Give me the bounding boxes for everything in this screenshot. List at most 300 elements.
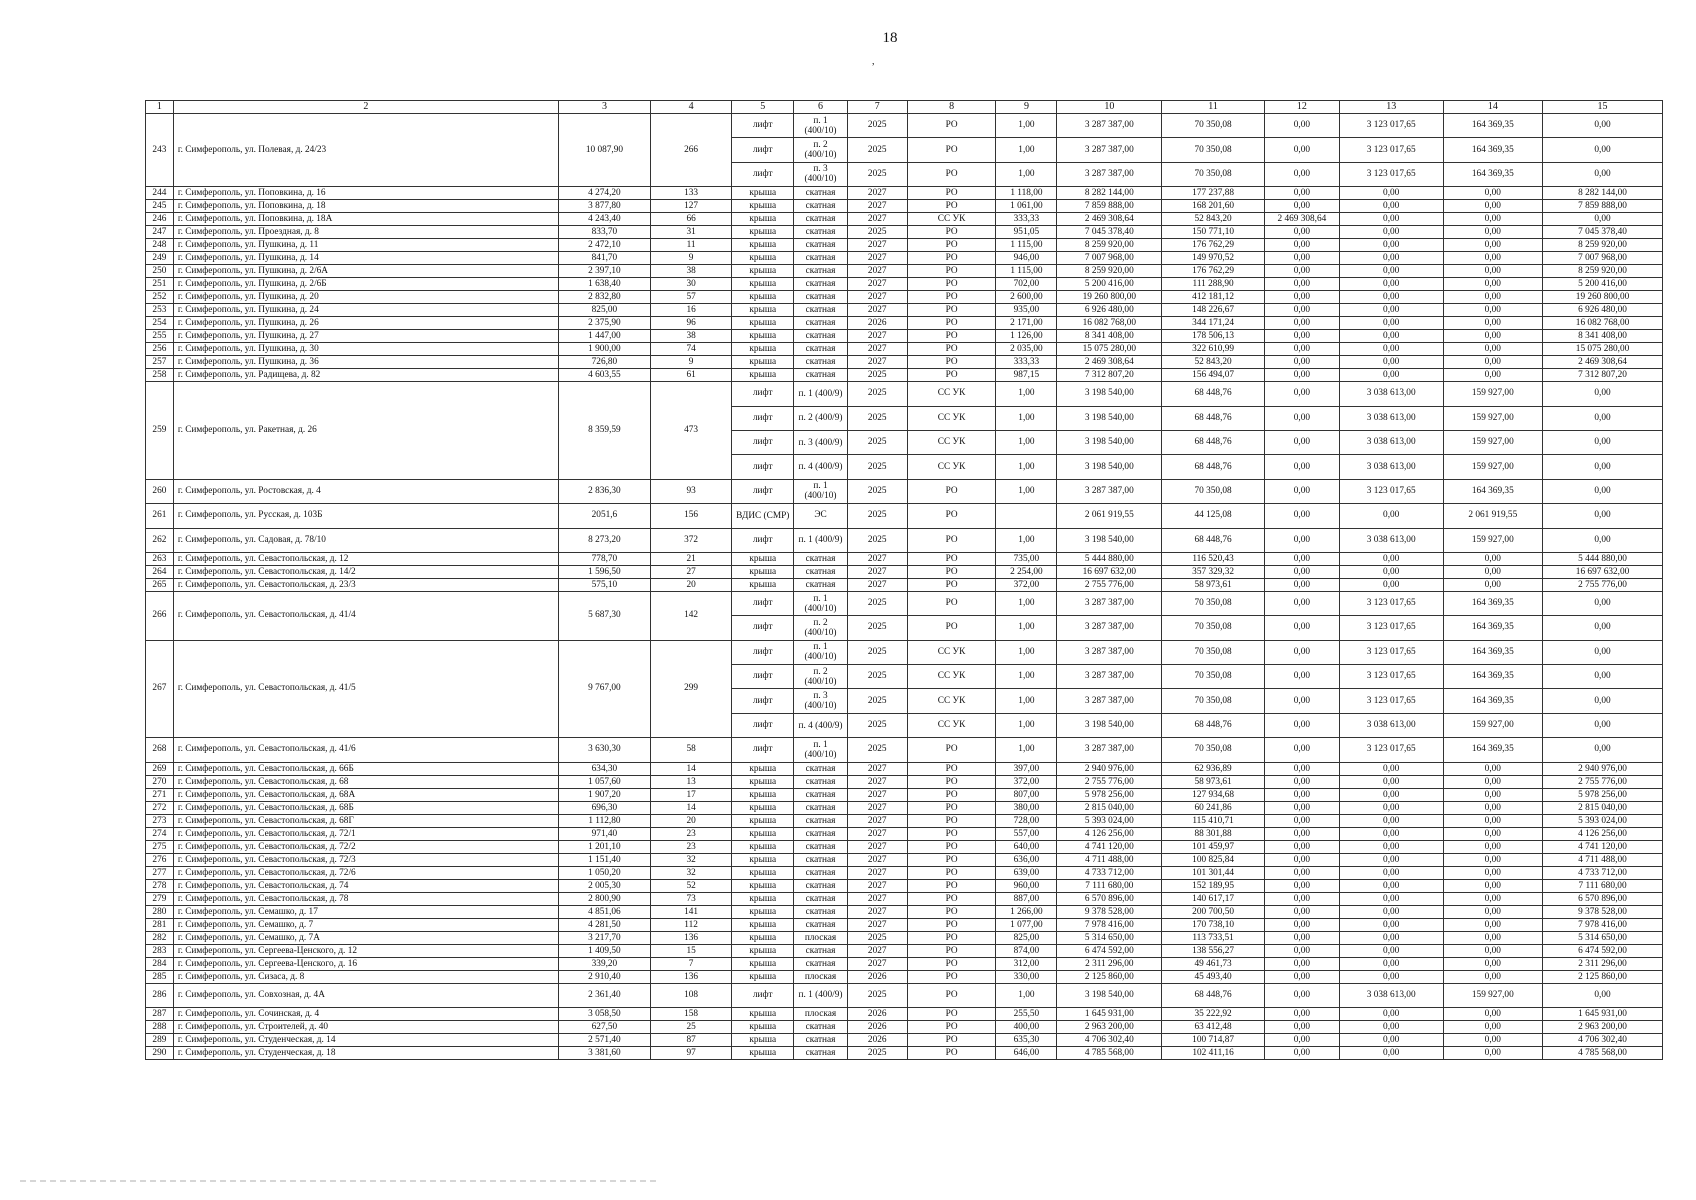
cell-c5: крыша	[732, 213, 794, 226]
cell-c12: 0,00	[1264, 578, 1339, 591]
cell-c10: 4 741 120,00	[1057, 840, 1162, 853]
cell-c8: РО	[907, 944, 996, 957]
cell-c9: 372,00	[996, 775, 1057, 788]
cell-c15: 0,00	[1543, 213, 1663, 226]
table-row	[146, 479, 1663, 503]
cell-c9: 255,50	[996, 1008, 1057, 1021]
cell-c14: 0,00	[1443, 226, 1542, 239]
cell-c10: 8 259 920,00	[1057, 239, 1162, 252]
cell-c14: 0,00	[1443, 578, 1542, 591]
cell-c5	[732, 504, 794, 528]
area-cell: 825,00	[558, 304, 650, 317]
cell-c10: 6 570 896,00	[1057, 892, 1162, 905]
cell-c6	[794, 138, 847, 162]
cell-c10: 5 314 650,00	[1057, 931, 1162, 944]
cell-c14: 0,00	[1443, 879, 1542, 892]
address-cell: г. Симферополь, ул. Севастопольская, д. 72/2	[173, 840, 558, 853]
cell-c14: 0,00	[1443, 304, 1542, 317]
cell-c10: 3 198 540,00	[1057, 455, 1162, 479]
cell-c5: крыша	[732, 866, 794, 879]
cell-c6: ЭС	[794, 504, 847, 528]
cell-c15: 6 570 896,00	[1543, 892, 1663, 905]
cell-c12: 0,00	[1264, 504, 1339, 528]
cell-c6: скатная	[794, 775, 847, 788]
cell-c12: 0,00	[1264, 330, 1339, 343]
cell-c15: 5 314 650,00	[1543, 931, 1663, 944]
cell-c12: 0,00	[1264, 905, 1339, 918]
cell-c14: 0,00	[1443, 200, 1542, 213]
cell-c14: 159 927,00	[1443, 983, 1542, 1007]
residents-cell: 158	[650, 1008, 731, 1021]
address-cell: г. Симферополь, ул. Студенческая, д. 18	[173, 1047, 558, 1060]
cell-c15: 2 469 308,64	[1543, 356, 1663, 369]
cell-c10: 3 198 540,00	[1057, 430, 1162, 454]
cell-c12: 0,00	[1264, 788, 1339, 801]
cell-c11: 68 448,76	[1162, 406, 1265, 430]
cell-c14: 0,00	[1443, 853, 1542, 866]
area-cell: 3 877,80	[558, 200, 650, 213]
cell-text: п. 1 (400/9)	[798, 535, 843, 546]
cell-c10: 3 287 387,00	[1057, 162, 1162, 186]
cell-c6: скатная	[794, 827, 847, 840]
cell-c8: РО	[907, 304, 996, 317]
table-row	[146, 801, 1663, 814]
cell-c14: 0,00	[1443, 252, 1542, 265]
cell-c14: 0,00	[1443, 265, 1542, 278]
cell-c12: 2 469 308,64	[1264, 213, 1339, 226]
cell-c8: РО	[907, 827, 996, 840]
residents-cell: 266	[650, 114, 731, 187]
cell-c7: 2025	[847, 616, 907, 640]
cell-c6	[794, 713, 847, 737]
cell-c9: 2 035,00	[996, 343, 1057, 356]
cell-c13: 0,00	[1339, 1034, 1443, 1047]
cell-c12: 0,00	[1264, 640, 1339, 664]
cell-c5: лифт	[732, 528, 794, 552]
cell-c12: 0,00	[1264, 291, 1339, 304]
cell-c6: скатная	[794, 291, 847, 304]
cell-c12: 0,00	[1264, 162, 1339, 186]
cell-c11: 152 189,95	[1162, 879, 1265, 892]
cell-c10: 5 393 024,00	[1057, 814, 1162, 827]
cell-c15: 1 645 931,00	[1543, 1008, 1663, 1021]
cell-c10: 3 287 387,00	[1057, 479, 1162, 503]
table-row	[146, 330, 1663, 343]
residents-cell: 87	[650, 1034, 731, 1047]
cell-c9: 1,00	[996, 479, 1057, 503]
cell-c7: 2025	[847, 114, 907, 138]
address-cell: г. Симферополь, ул. Севастопольская, д. 41/6	[173, 738, 558, 762]
cell-c13: 3 123 017,65	[1339, 689, 1443, 713]
cell-c13: 0,00	[1339, 200, 1443, 213]
cell-c15: 2 963 200,00	[1543, 1021, 1663, 1034]
cell-c12: 0,00	[1264, 944, 1339, 957]
cell-c7: 2025	[847, 226, 907, 239]
area-cell: 8 273,20	[558, 528, 650, 552]
cell-c12: 0,00	[1264, 406, 1339, 430]
cell-c5: крыша	[732, 239, 794, 252]
cell-c15: 0,00	[1543, 738, 1663, 762]
cell-c7: 2027	[847, 762, 907, 775]
cell-c7: 2026	[847, 317, 907, 330]
cell-c15: 0,00	[1543, 479, 1663, 503]
cell-c11: 101 459,97	[1162, 840, 1265, 853]
cell-c15: 0,00	[1543, 504, 1663, 528]
cell-c12: 0,00	[1264, 565, 1339, 578]
column-header-14: 14	[1443, 101, 1542, 114]
cell-c5: крыша	[732, 931, 794, 944]
address-cell: г. Симферополь, ул. Севастопольская, д. 72/6	[173, 866, 558, 879]
cell-c13: 0,00	[1339, 775, 1443, 788]
cell-c6: скатная	[794, 343, 847, 356]
address-cell: г. Симферополь, ул. Поповкина, д. 18	[173, 200, 558, 213]
address-cell: г. Симферополь, ул. Ростовская, д. 4	[173, 479, 558, 503]
cell-c10: 2 940 976,00	[1057, 762, 1162, 775]
cell-c8: РО	[907, 970, 996, 983]
cell-c12: 0,00	[1264, 866, 1339, 879]
cell-c11: 100 825,84	[1162, 853, 1265, 866]
cell-c9: 825,00	[996, 931, 1057, 944]
cell-c13: 0,00	[1339, 1021, 1443, 1034]
cell-c7: 2027	[847, 265, 907, 278]
row-number: 264	[146, 565, 174, 578]
cell-c15: 0,00	[1543, 689, 1663, 713]
cell-c15: 0,00	[1543, 138, 1663, 162]
row-number: 260	[146, 479, 174, 503]
cell-c12: 0,00	[1264, 317, 1339, 330]
area-cell: 1 596,50	[558, 565, 650, 578]
table-row	[146, 866, 1663, 879]
cell-c13: 0,00	[1339, 369, 1443, 382]
cell-c12: 0,00	[1264, 187, 1339, 200]
cell-c11: 68 448,76	[1162, 382, 1265, 406]
cell-c5: крыша	[732, 775, 794, 788]
table-row	[146, 213, 1663, 226]
cell-c13: 0,00	[1339, 317, 1443, 330]
area-cell: 5 687,30	[558, 591, 650, 640]
cell-c9: 1,00	[996, 983, 1057, 1007]
cell-c7: 2025	[847, 504, 907, 528]
cell-c15: 4 126 256,00	[1543, 827, 1663, 840]
cell-c7: 2025	[847, 162, 907, 186]
cell-c10: 2 469 308,64	[1057, 356, 1162, 369]
cell-c10: 15 075 280,00	[1057, 343, 1162, 356]
column-header-13: 13	[1339, 101, 1443, 114]
cell-c8: РО	[907, 187, 996, 200]
column-number-row	[146, 101, 1663, 114]
cell-c13: 0,00	[1339, 226, 1443, 239]
cell-c5: лифт	[732, 406, 794, 430]
cell-c14: 0,00	[1443, 827, 1542, 840]
cell-c9: 1,00	[996, 713, 1057, 737]
cell-c5: крыша	[732, 291, 794, 304]
column-header-15: 15	[1543, 101, 1663, 114]
row-number: 286	[146, 983, 174, 1007]
cell-c15: 0,00	[1543, 591, 1663, 615]
cell-c14: 0,00	[1443, 356, 1542, 369]
cell-c10: 7 978 416,00	[1057, 918, 1162, 931]
table-row	[146, 957, 1663, 970]
cell-c14: 0,00	[1443, 330, 1542, 343]
cell-c8: СС УК	[907, 713, 996, 737]
table-row	[146, 918, 1663, 931]
cell-c10: 3 198 540,00	[1057, 406, 1162, 430]
cell-c10: 5 978 256,00	[1057, 788, 1162, 801]
cell-c10: 3 287 387,00	[1057, 616, 1162, 640]
cell-c5: крыша	[732, 814, 794, 827]
cell-c12: 0,00	[1264, 239, 1339, 252]
area-cell: 778,70	[558, 552, 650, 565]
cell-c8: РО	[907, 356, 996, 369]
cell-c9: 1,00	[996, 616, 1057, 640]
cell-c5: крыша	[732, 187, 794, 200]
cell-c7: 2025	[847, 640, 907, 664]
cell-c5: крыша	[732, 200, 794, 213]
cell-c13: 0,00	[1339, 552, 1443, 565]
cell-c14: 159 927,00	[1443, 430, 1542, 454]
area-cell: 10 087,90	[558, 114, 650, 187]
cell-c5: лифт	[732, 591, 794, 615]
cell-c6: скатная	[794, 762, 847, 775]
residents-cell: 156	[650, 504, 731, 528]
cell-c12: 0,00	[1264, 983, 1339, 1007]
cell-c15: 0,00	[1543, 382, 1663, 406]
cell-c14: 0,00	[1443, 369, 1542, 382]
row-number: 276	[146, 853, 174, 866]
cell-c9: 1,00	[996, 114, 1057, 138]
cell-c5: крыша	[732, 226, 794, 239]
residents-cell: 133	[650, 187, 731, 200]
cell-c12: 0,00	[1264, 304, 1339, 317]
cell-c9: 1,00	[996, 640, 1057, 664]
cell-c12: 0,00	[1264, 114, 1339, 138]
cell-c11: 176 762,29	[1162, 265, 1265, 278]
cell-c12: 0,00	[1264, 278, 1339, 291]
cell-c7: 2025	[847, 689, 907, 713]
cell-text: п. 2 (400/10)	[804, 617, 837, 638]
cell-c14: 159 927,00	[1443, 528, 1542, 552]
cell-c15: 7 978 416,00	[1543, 918, 1663, 931]
cell-c11: 178 506,13	[1162, 330, 1265, 343]
cell-c11: 115 410,71	[1162, 814, 1265, 827]
cell-c15: 4 733 712,00	[1543, 866, 1663, 879]
residents-cell: 97	[650, 1047, 731, 1060]
cell-c6: скатная	[794, 1047, 847, 1060]
table-row	[146, 640, 1663, 664]
cell-c12: 0,00	[1264, 970, 1339, 983]
cell-c12: 0,00	[1264, 200, 1339, 213]
row-number: 285	[146, 970, 174, 983]
cell-c10: 3 198 540,00	[1057, 983, 1162, 1007]
table-row	[146, 200, 1663, 213]
cell-c14: 0,00	[1443, 866, 1542, 879]
cell-c13: 0,00	[1339, 944, 1443, 957]
cell-c6: скатная	[794, 578, 847, 591]
cell-c8: РО	[907, 528, 996, 552]
cell-c10: 2 061 919,55	[1057, 504, 1162, 528]
cell-c8: РО	[907, 552, 996, 565]
residents-cell: 141	[650, 905, 731, 918]
cell-c7: 2025	[847, 455, 907, 479]
cell-c14: 164 369,35	[1443, 479, 1542, 503]
cell-c12: 0,00	[1264, 591, 1339, 615]
cell-c6	[794, 162, 847, 186]
cell-c8: РО	[907, 892, 996, 905]
cell-c11: 140 617,17	[1162, 892, 1265, 905]
address-cell: г. Симферополь, ул. Русская, д. 103Б	[173, 504, 558, 528]
cell-c14: 0,00	[1443, 801, 1542, 814]
row-number: 288	[146, 1021, 174, 1034]
cell-c5: крыша	[732, 970, 794, 983]
cell-c9: 312,00	[996, 957, 1057, 970]
cell-c9: 1 115,00	[996, 265, 1057, 278]
cell-c12: 0,00	[1264, 931, 1339, 944]
cell-c13: 0,00	[1339, 957, 1443, 970]
cell-c9: 2 171,00	[996, 317, 1057, 330]
residents-cell: 9	[650, 356, 731, 369]
cell-c8: РО	[907, 265, 996, 278]
cell-c12: 0,00	[1264, 479, 1339, 503]
address-cell: г. Симферополь, ул. Поповкина, д. 16	[173, 187, 558, 200]
cell-c6: скатная	[794, 840, 847, 853]
cell-text: п. 1 (400/9)	[798, 990, 843, 1001]
cell-c13: 0,00	[1339, 265, 1443, 278]
cell-c10: 7 007 968,00	[1057, 252, 1162, 265]
cell-text: п. 1 (400/10)	[804, 739, 837, 760]
cell-c8: РО	[907, 162, 996, 186]
cell-c5: крыша	[732, 317, 794, 330]
cell-c13: 3 038 613,00	[1339, 528, 1443, 552]
cell-c12: 0,00	[1264, 827, 1339, 840]
table-row	[146, 1021, 1663, 1034]
column-header-11: 11	[1162, 101, 1265, 114]
table-row	[146, 1034, 1663, 1047]
address-cell: г. Симферополь, ул. Пушкина, д. 14	[173, 252, 558, 265]
cell-c9: 702,00	[996, 278, 1057, 291]
table-row	[146, 591, 1663, 615]
residents-cell: 20	[650, 814, 731, 827]
cell-c7: 2027	[847, 853, 907, 866]
cell-c11: 70 350,08	[1162, 640, 1265, 664]
table-row	[146, 905, 1663, 918]
cell-c7: 2027	[847, 330, 907, 343]
cell-c8: РО	[907, 291, 996, 304]
cell-c5: крыша	[732, 330, 794, 343]
area-cell: 1 900,00	[558, 343, 650, 356]
cell-c7: 2027	[847, 944, 907, 957]
address-cell: г. Симферополь, ул. Севастопольская, д. 68А	[173, 788, 558, 801]
table-row	[146, 187, 1663, 200]
cell-c8: РО	[907, 226, 996, 239]
residents-cell: 32	[650, 866, 731, 879]
cell-c8: РО	[907, 138, 996, 162]
cell-c5: крыша	[732, 801, 794, 814]
residents-cell: 7	[650, 957, 731, 970]
cell-c13: 3 038 613,00	[1339, 430, 1443, 454]
cell-c9: 333,33	[996, 213, 1057, 226]
cell-c7: 2027	[847, 565, 907, 578]
cell-c5: лифт	[732, 382, 794, 406]
cell-c13: 0,00	[1339, 970, 1443, 983]
cell-c8: РО	[907, 983, 996, 1007]
cell-c7: 2025	[847, 430, 907, 454]
cell-c15: 16 697 632,00	[1543, 565, 1663, 578]
column-header-4: 4	[650, 101, 731, 114]
residents-cell: 73	[650, 892, 731, 905]
cell-c5: крыша	[732, 304, 794, 317]
cell-c9: 960,00	[996, 879, 1057, 892]
cell-text: п. 2 (400/10)	[804, 140, 837, 161]
cell-c15: 7 312 807,20	[1543, 369, 1663, 382]
cell-c14: 0,00	[1443, 762, 1542, 775]
row-number: 267	[146, 640, 174, 738]
cell-c10: 3 287 387,00	[1057, 114, 1162, 138]
cell-c11: 70 350,08	[1162, 738, 1265, 762]
area-cell: 1 050,20	[558, 866, 650, 879]
cell-c7: 2025	[847, 369, 907, 382]
residents-cell: 31	[650, 226, 731, 239]
table-body	[146, 114, 1663, 1060]
cell-c5: крыша	[732, 918, 794, 931]
row-number: 268	[146, 738, 174, 762]
cell-c13: 3 123 017,65	[1339, 738, 1443, 762]
cell-c15: 4 706 302,40	[1543, 1034, 1663, 1047]
table-header	[146, 101, 1663, 114]
cell-c11: 170 738,10	[1162, 918, 1265, 931]
area-cell: 2 361,40	[558, 983, 650, 1007]
cell-c12: 0,00	[1264, 430, 1339, 454]
cell-c11: 44 125,08	[1162, 504, 1265, 528]
cell-c9: 1 115,00	[996, 239, 1057, 252]
row-number: 281	[146, 918, 174, 931]
cell-c6: скатная	[794, 330, 847, 343]
cell-c10: 2 125 860,00	[1057, 970, 1162, 983]
address-cell: г. Симферополь, ул. Пушкина, д. 27	[173, 330, 558, 343]
table-row	[146, 1008, 1663, 1021]
cell-c7: 2027	[847, 918, 907, 931]
cell-c6	[794, 983, 847, 1007]
cell-c15: 8 282 144,00	[1543, 187, 1663, 200]
row-number: 284	[146, 957, 174, 970]
cell-c14: 0,00	[1443, 317, 1542, 330]
cell-c6: скатная	[794, 187, 847, 200]
area-cell: 575,10	[558, 578, 650, 591]
cell-c10: 8 259 920,00	[1057, 265, 1162, 278]
address-cell: г. Симферополь, ул. Семашко, д. 7А	[173, 931, 558, 944]
cell-c12: 0,00	[1264, 356, 1339, 369]
cell-c11: 149 970,52	[1162, 252, 1265, 265]
cell-c11: 70 350,08	[1162, 616, 1265, 640]
repair-program-table	[145, 100, 1663, 1060]
cell-c6	[794, 430, 847, 454]
cell-c14: 0,00	[1443, 814, 1542, 827]
cell-c15: 0,00	[1543, 406, 1663, 430]
cell-c9: 636,00	[996, 853, 1057, 866]
row-number: 274	[146, 827, 174, 840]
cell-c13: 3 038 613,00	[1339, 713, 1443, 737]
cell-c11: 70 350,08	[1162, 689, 1265, 713]
row-number: 253	[146, 304, 174, 317]
table-row	[146, 788, 1663, 801]
cell-c8: РО	[907, 114, 996, 138]
cell-c11: 102 411,16	[1162, 1047, 1265, 1060]
address-cell: г. Симферополь, ул. Садовая, д. 78/10	[173, 528, 558, 552]
cell-text: п. 1 (400/10)	[804, 481, 837, 502]
cell-c15: 0,00	[1543, 114, 1663, 138]
area-cell: 3 381,60	[558, 1047, 650, 1060]
cell-c13: 0,00	[1339, 578, 1443, 591]
cell-c13: 3 123 017,65	[1339, 591, 1443, 615]
